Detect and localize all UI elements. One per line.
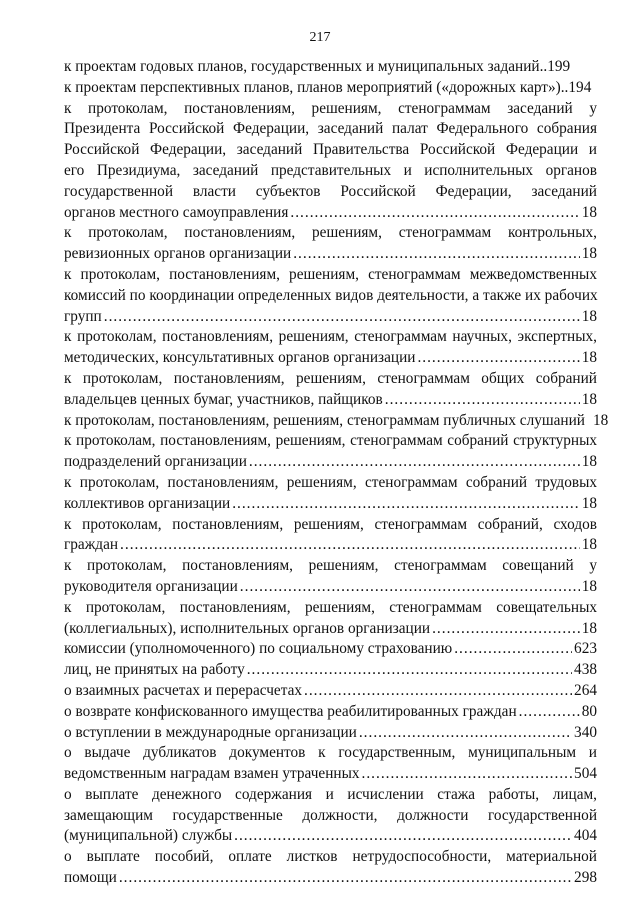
entry-last-line: [64, 619, 597, 640]
index-entry: [64, 639, 597, 660]
page-reference: 18: [593, 411, 609, 429]
entry-line: к протоколам, постановлениям, решениям, стенограммам собраний структурных: [64, 432, 597, 450]
page-reference: 80: [581, 702, 597, 720]
entry-line: о выплате денежного содержания и исчислении стажа работы, лицам,: [64, 785, 597, 803]
entry-last-line: [64, 577, 597, 598]
index-entry: [64, 57, 597, 78]
entry-last-line: [64, 723, 597, 744]
entry-last-line: [64, 494, 597, 515]
index-entry: [64, 702, 597, 723]
dot-leader: [234, 826, 572, 847]
dot-leader: [293, 244, 579, 265]
page-reference: 18: [581, 349, 597, 367]
index-entry: [64, 847, 597, 889]
entry-last-line: [64, 452, 597, 473]
page-reference: 18: [581, 619, 597, 637]
entry-line: его Президиума, заседаний представительных и исполнительных органов: [64, 161, 597, 179]
entry-line: к протоколам, постановлениям, решениям, стенограммам общих собраний: [64, 369, 597, 387]
page-number: 217: [309, 30, 331, 45]
index-entry: [64, 556, 597, 598]
dot-leader: [519, 702, 580, 723]
entry-last-line: [64, 639, 597, 660]
entry-text: лиц, не принятых на работу: [64, 661, 245, 679]
entry-line: к протоколам, постановлениям, решениям, стенограммам собраний, сходов: [64, 515, 597, 533]
entry-last-line: [64, 203, 597, 224]
index-entry: [64, 723, 597, 744]
index-entry: [64, 431, 597, 473]
page-reference: 623: [574, 640, 597, 658]
dot-leader: [119, 868, 572, 889]
dot-leader: [540, 57, 548, 78]
entry-last-line: [64, 348, 597, 369]
entry-line: к протоколам, постановлениям, решениям, стенограммам совещаний у: [64, 557, 597, 575]
index-entry: [64, 660, 597, 681]
index-entry: [64, 743, 597, 785]
page-reference: 18: [581, 203, 597, 221]
page-reference: 504: [574, 765, 597, 783]
entry-line: к протоколам, постановлениям, решениям, стенограммам совещательных: [64, 598, 597, 616]
dot-leader: [417, 348, 579, 369]
entry-text: о взаимных расчетах и перерасчетах: [64, 681, 303, 699]
entry-text: органов местного самоуправления: [64, 203, 289, 221]
index-entry: [64, 515, 597, 557]
entry-line: Российской Федерации, заседаний Правительства Российской Федерации и: [64, 141, 597, 159]
index-entry: [64, 473, 597, 515]
entry-line: государственной власти субъектов Российской Федерации, заседаний: [64, 182, 597, 200]
dot-leader: [232, 494, 580, 515]
dot-leader: [561, 78, 569, 99]
entry-text: помощи: [64, 869, 117, 887]
page-reference: 18: [581, 245, 597, 263]
entry-text: к протоколам, постановлениям, решениям, стенограммам публичных слушаний: [64, 411, 585, 429]
dot-leader: [104, 307, 580, 328]
entry-text: коллективов организации: [64, 494, 231, 512]
entry-last-line: [64, 411, 609, 432]
dot-leader: [304, 681, 572, 702]
page-reference: 18: [581, 494, 597, 512]
page-reference: 438: [574, 661, 597, 679]
entry-last-line: [64, 681, 597, 702]
entry-last-line: [64, 764, 597, 785]
entry-text: о возврате конфискованного имущества реабилитированных граждан: [64, 702, 517, 720]
dot-leader: [290, 203, 579, 224]
entry-text: к проектам годовых планов, государственных и муниципальных заданий: [64, 58, 540, 75]
entry-last-line: [64, 702, 597, 723]
page-reference: 18: [581, 453, 597, 471]
index-entry: [64, 785, 597, 847]
entry-text: граждан: [64, 536, 119, 554]
dot-leader: [120, 535, 580, 556]
entry-line: к протоколам, постановлениям, решениям, стенограммам заседаний у: [64, 99, 597, 117]
page-reference: 404: [574, 827, 597, 845]
page-reference: 18: [581, 307, 597, 325]
entry-last-line: [64, 244, 597, 265]
index-entry: [64, 411, 609, 432]
dot-leader: [247, 660, 572, 681]
dot-leader: [240, 577, 580, 598]
entry-line: замещающим государственные должности, должности государственной: [64, 806, 597, 824]
entry-text: (муниципальной) службы: [64, 827, 233, 845]
page-reference: 18: [581, 536, 597, 554]
entry-last-line: [64, 660, 597, 681]
entry-last-line: [64, 868, 597, 889]
entry-text: комиссии (уполномоченного) по социальному страхованию: [64, 640, 453, 658]
entry-line: к протоколам, постановлениям, решениям, стенограммам собраний трудовых: [64, 473, 597, 491]
entry-text: ревизионных органов организации: [64, 245, 292, 263]
page-reference: 194: [568, 78, 592, 96]
index-entry: [64, 223, 597, 265]
index-entry: [64, 78, 597, 99]
entry-text: о вступлении в международные организации: [64, 723, 357, 741]
index-entry: [64, 327, 597, 369]
page-reference: 340: [574, 723, 597, 741]
page-reference: 18: [581, 390, 597, 408]
dot-leader: [249, 452, 580, 473]
dot-leader: [454, 639, 572, 660]
page-reference: 264: [574, 681, 597, 699]
dot-leader: [385, 390, 580, 411]
entry-last-line: [64, 78, 597, 99]
entry-line: к протоколам, постановлениям, решениям, стенограммам научных, экспертных,: [64, 328, 597, 346]
page-reference: 199: [547, 58, 571, 75]
entry-last-line: [64, 57, 597, 78]
entry-last-line: [64, 535, 597, 556]
entry-line: о выплате пособий, оплате листков нетрудоспособности, материальной: [64, 848, 597, 866]
entry-text: подразделений организации: [64, 453, 247, 471]
entry-line: к протоколам, постановлениям, решениям, стенограммам контрольных,: [64, 224, 597, 242]
entry-text: методических, консультативных органов организации: [64, 349, 416, 367]
entry-text: ведомственным наградам взамен утраченных: [64, 765, 360, 783]
entry-line: о выдаче дубликатов документов к государственным, муниципальным и: [64, 744, 597, 762]
entry-last-line: [64, 826, 597, 847]
entry-text: владельцев ценных бумаг, участников, пайщиков: [64, 390, 383, 408]
index-list: [64, 57, 609, 889]
dot-leader: [362, 764, 573, 785]
entry-text: к проектам перспективных планов, планов мероприятий («дорожных карт»): [64, 78, 561, 96]
dot-leader: [432, 619, 580, 640]
entry-line: к протоколам, постановлениям, решениям, стенограммам межведомственных: [64, 265, 597, 283]
page-reference: 298: [574, 869, 597, 887]
entry-text: руководителя организации: [64, 577, 238, 595]
entry-last-line: [64, 390, 597, 411]
entry-last-line: [64, 307, 597, 328]
index-entry: [64, 99, 597, 224]
dot-leader: [359, 723, 572, 744]
entry-line: Президента Российской Федерации, заседаний палат Федерального собрания: [64, 120, 597, 138]
index-entry: [64, 265, 597, 327]
index-entry: [64, 598, 597, 640]
entry-text: групп: [64, 307, 102, 325]
entry-line: комиссий по координации определенных видов деятельности, а также их рабочих: [64, 286, 598, 304]
page-reference: 18: [581, 577, 597, 595]
index-entry: [64, 681, 597, 702]
entry-text: (коллегиальных), исполнительных органов организации: [64, 619, 431, 637]
index-entry: [64, 369, 597, 411]
